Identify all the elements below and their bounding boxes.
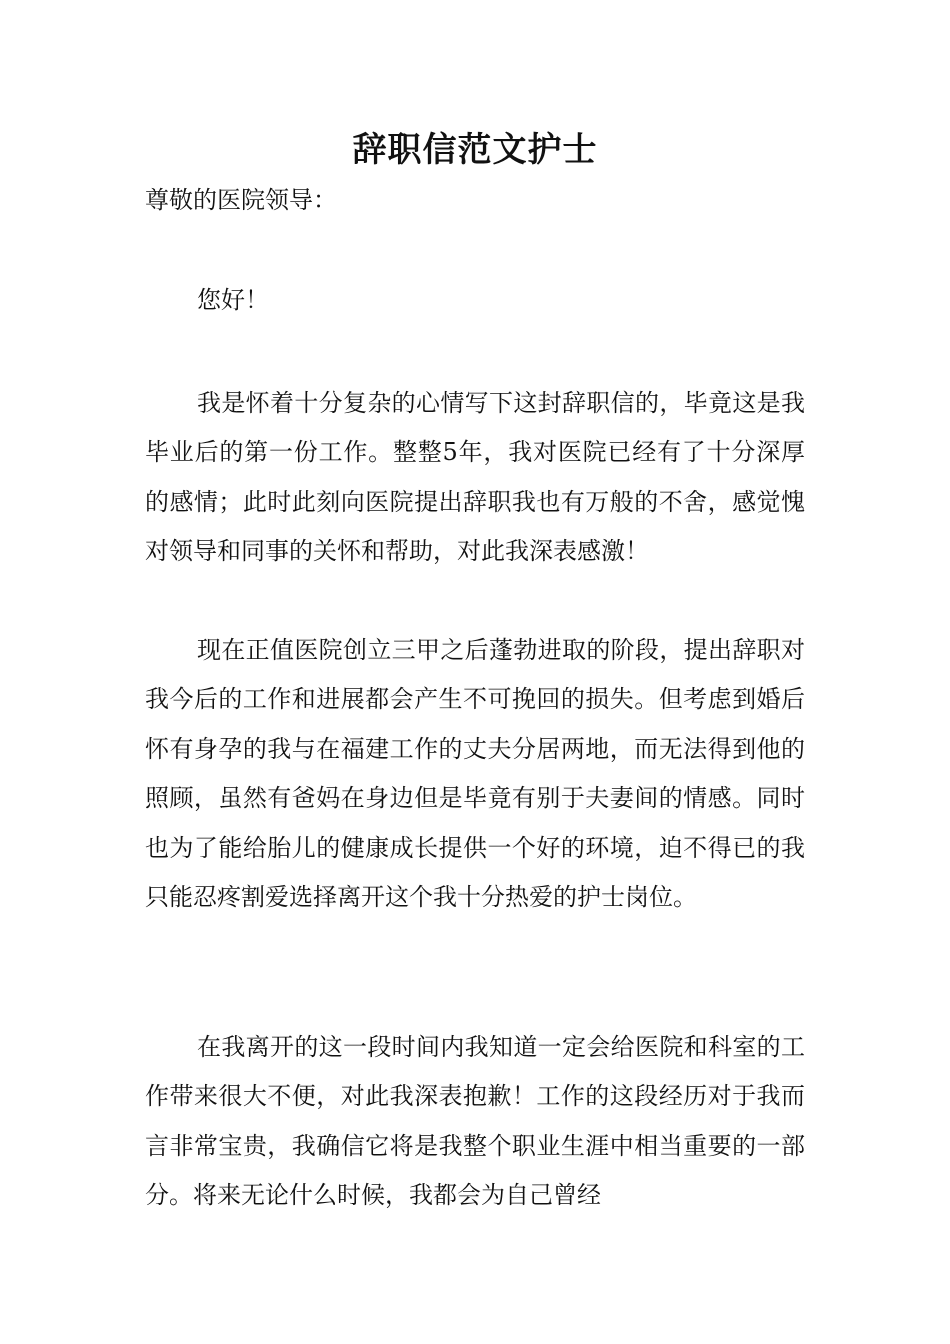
body-paragraph-1: 我是怀着十分复杂的心情写下这封辞职信的，毕竟这是我毕业后的第一份工作。整整5年，我对医院已经有了十分深厚的感情；此时此刻向医院提出辞职我也有万般的不舍，感觉愧对领导和同事的关怀和帮助，对此我深表感激！ xyxy=(145,389,805,566)
body-paragraph-3: 在我离开的这一段时间内我知道一定会给医院和科室的工作带来很大不便，对此我深表抱歉！工作的这段经历对于我而言非常宝贵，我确信它将是我整个职业生涯中相当重要的一部分。将来无论什么时候，我都会为自己曾经 xyxy=(145,1033,805,1210)
greeting: 您好！ xyxy=(197,286,269,314)
document-title: 辞职信范文护士 xyxy=(352,130,598,170)
body-paragraph-2: 现在正值医院创立三甲之后蓬勃进取的阶段，提出辞职对我今后的工作和进展都会产生不可挽回的损失。但考虑到婚后怀有身孕的我与在福建工作的丈夫分居两地，而无法得到他的照顾，虽然有爸妈在身边但是毕竟有别于夫妻间的情感。同时也为了能给胎儿的健康成长提供一个好的环境，迫不得已的我只能忍疼割爱选择离开这个我十分热爱的护士岗位。 xyxy=(145,636,805,912)
salutation: 尊敬的医院领导： xyxy=(145,186,337,214)
